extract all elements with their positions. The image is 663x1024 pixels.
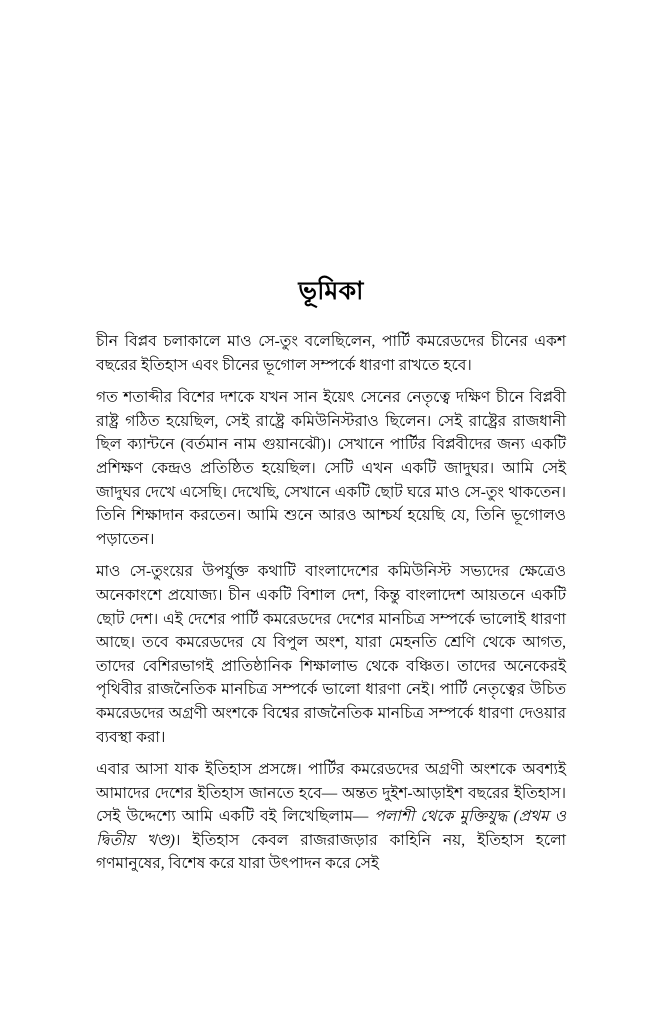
page-top-margin bbox=[0, 0, 663, 276]
page-content-block bbox=[96, 276, 566, 876]
paragraph-4-segment-tail: । ইতিহাস কেবল রাজরাজড়ার কাহিনি নয়, ইতিহাস হলো গণমানুষের, বিশেষ করে যারা উৎপাদন করে সেই bbox=[96, 831, 566, 873]
page-bottom-margin bbox=[0, 914, 663, 1024]
paragraph-1: চীন বিপ্লব চলাকালে মাও সে-তুং বলেছিলেন, পার্টি কমরেডদের চীনের একশ বছরের ইতিহাস এবং চীনের ভূগোল সম্পর্কে ধারণা রাখতে হবে। bbox=[96, 333, 566, 374]
book-title-citation: পলাশী থেকে মুক্তিযুদ্ধ (প্রথম ও দ্বিতীয় খণ্ড) bbox=[96, 808, 566, 849]
body-text-container bbox=[96, 330, 566, 876]
paragraph-2: গত শতাব্দীর বিশের দশকে যখন সান ইয়েৎ সেনের নেতৃত্বে দক্ষিণ চীনে বিপ্লবী রাষ্ট্র গঠিত হয়েছিল, সেই রাষ্ট্রে কমিউনিস্টরাও ছিলেন। সেই রাষ্ট্রের রাজধানী ছিল ক্যান্টনে (বর্তমান নাম গুয়ানঝৌ)। সেখানে পার্টির বিপ্লবীদের জন্য একটি প্রশিক্ষণ কেন্দ্রও প্রতিষ্ঠিত হয়েছিল। সেটি এখন একটি জাদুঘর। আমি সেই জাদুঘর দেখে এসেছি। দেখেছি, সেখানে একটি ছোট ঘরে মাও সে-তুং থাকতেন। তিনি শিক্ষাদান করতেন। আমি শুনে আরও আশ্চর্য হয়েছি যে, তিনি ভূগোলও পড়াতেন। bbox=[96, 389, 566, 548]
page-title: ভূমিকা bbox=[298, 278, 364, 305]
paragraph-3: মাও সে-তুংয়ের উপর্যুক্ত কথাটি বাংলাদেশের কমিউনিস্ট সভ্যদের ক্ষেত্রেও অনেকাংশে প্রযোজ্য। চীন একটি বিশাল দেশ, কিন্তু বাংলাদেশ আয়তনে একটি ছোট দেশ। এই দেশের পার্টি কমরেডদের দেশের মানচিত্র সম্পর্কে ভালোই ধারণা আছে। তবে কমরেডদের যে বিপুল অংশ, যারা মেহনতি শ্রেণি থেকে আগত, তাদের বেশিরভাগই প্রাতিষ্ঠানিক শিক্ষালাভ থেকে বঞ্চিত। তাদের অনেকেরই পৃথিবীর রাজনৈতিক মানচিত্র সম্পর্কে ভালো ধারণা নেই। পার্টি নেতৃত্বের উচিত কমরেডদের অগ্রণী অংশকে বিশ্বের রাজনৈতিক মানচিত্র সম্পর্কে ধারণা দেওয়ার ব্যবস্থা করা। bbox=[96, 563, 566, 746]
paragraph-4-segment-lead: এবার আসা যাক ইতিহাস প্রসঙ্গে। পার্টির কমরেডদের অগ্রণী অংশকে অবশ্যই আমাদের দেশের ইতিহাস জানতে হবে— অন্তত দুইশ-আড়াইশ বছরের ইতিহাস। সেই উদ্দেশ্যে আমি একটি বই লিখেছিলাম— bbox=[96, 761, 566, 826]
paragraph-4 bbox=[96, 758, 566, 876]
